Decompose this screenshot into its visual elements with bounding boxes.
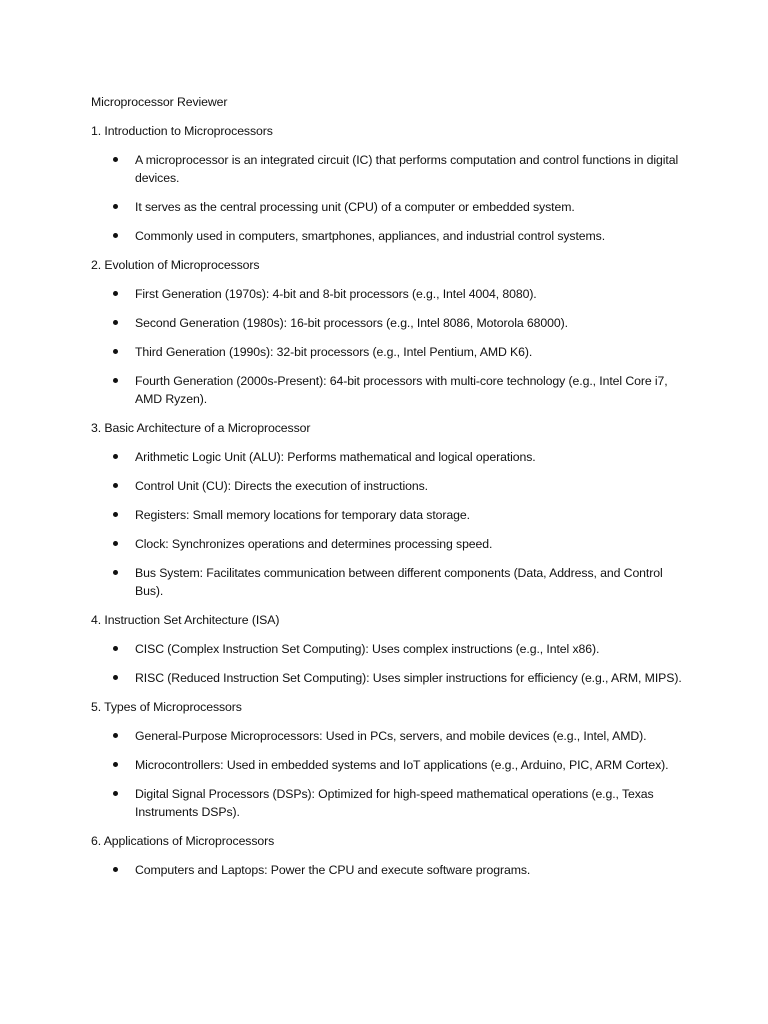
list-item-text: First Generation (1970s): 4-bit and 8-bit processors (e.g., Intel 4004, 8080).: [135, 287, 537, 301]
list-item-text: Microcontrollers: Used in embedded systems and IoT applications (e.g., Arduino, PIC, ARM Cortex).: [135, 758, 669, 772]
bullet-icon: [113, 733, 118, 738]
bullet-icon: [113, 646, 118, 651]
list-item-text: Control Unit (CU): Directs the execution of instructions.: [135, 479, 428, 493]
list-item: [91, 227, 691, 245]
list-item-text: Arithmetic Logic Unit (ALU): Performs mathematical and logical operations.: [135, 450, 536, 464]
section-heading-3: 3. Basic Architecture of a Microprocessor: [91, 421, 311, 435]
bullet-icon: [113, 157, 118, 162]
list-item-text: General-Purpose Microprocessors: Used in PCs, servers, and mobile devices (e.g., Intel, AMD).: [135, 729, 647, 743]
bullet-icon: [113, 454, 118, 459]
bullet-icon: [113, 233, 118, 238]
list-item-text: A microprocessor is an integrated circuit (IC) that performs computation and control functions in digital devices.: [135, 153, 679, 185]
list-item-text: Clock: Synchronizes operations and determines processing speed.: [135, 537, 493, 551]
list-item-text: Second Generation (1980s): 16-bit processors (e.g., Intel 8086, Motorola 68000).: [135, 316, 568, 330]
list-item: [91, 756, 691, 774]
list-item-text: Computers and Laptops: Power the CPU and execute software programs.: [135, 863, 531, 877]
list-item: [91, 198, 691, 216]
bullet-icon: [113, 791, 118, 796]
bullet-icon: [113, 541, 118, 546]
section-5-list: [91, 727, 691, 821]
bullet-icon: [113, 762, 118, 767]
list-item-text: Fourth Generation (2000s-Present): 64-bit processors with multi-core technology (e.g., Intel Core i7, AMD Ryzen).: [135, 374, 668, 406]
list-item: [91, 727, 691, 745]
bullet-icon: [113, 512, 118, 517]
list-item: [91, 506, 691, 524]
section-heading-4: 4. Instruction Set Architecture (ISA): [91, 613, 280, 627]
bullet-icon: [113, 349, 118, 354]
section-1-list: [91, 151, 691, 245]
list-item-text: CISC (Complex Instruction Set Computing): Uses complex instructions (e.g., Intel x86).: [135, 642, 600, 656]
bullet-icon: [113, 204, 118, 209]
list-item-text: Digital Signal Processors (DSPs): Optimized for high-speed mathematical operations (e.g., Texas Instruments DSPs).: [135, 787, 654, 819]
section-heading-1: 1. Introduction to Microprocessors: [91, 124, 273, 138]
list-item: [91, 669, 691, 687]
bullet-icon: [113, 291, 118, 296]
section-3-list: [91, 448, 691, 600]
section-heading-6: 6. Applications of Microprocessors: [91, 834, 275, 848]
list-item: [91, 151, 691, 187]
list-item-text: Commonly used in computers, smartphones, appliances, and industrial control systems.: [135, 229, 606, 243]
list-item: [91, 861, 691, 879]
list-item-text: RISC (Reduced Instruction Set Computing): Uses simpler instructions for efficiency (e.g., ARM, MIPS).: [135, 671, 682, 685]
list-item: [91, 448, 691, 466]
bullet-icon: [113, 320, 118, 325]
list-item-text: Bus System: Facilitates communication between different components (Data, Address, and Control Bus).: [135, 566, 663, 598]
list-item: [91, 564, 691, 600]
bullet-icon: [113, 483, 118, 488]
section-heading-2: 2. Evolution of Microprocessors: [91, 258, 260, 272]
list-item: [91, 785, 691, 821]
section-heading-5: 5. Types of Microprocessors: [91, 700, 242, 714]
list-item-text: It serves as the central processing unit (CPU) of a computer or embedded system.: [135, 200, 575, 214]
section-6-list: [91, 861, 691, 879]
list-item-text: Third Generation (1990s): 32-bit processors (e.g., Intel Pentium, AMD K6).: [135, 345, 533, 359]
list-item: [91, 640, 691, 658]
bullet-icon: [113, 378, 118, 383]
bullet-icon: [113, 867, 118, 872]
list-item: [91, 477, 691, 495]
list-item: [91, 314, 691, 332]
section-2-list: [91, 285, 691, 408]
list-item: [91, 535, 691, 553]
list-item: [91, 372, 691, 408]
bullet-icon: [113, 570, 118, 575]
bullet-icon: [113, 675, 118, 680]
document-body: [91, 93, 691, 890]
list-item: [91, 285, 691, 303]
section-4-list: [91, 640, 691, 687]
list-item: [91, 343, 691, 361]
document-title: Microprocessor Reviewer: [91, 95, 228, 109]
list-item-text: Registers: Small memory locations for temporary data storage.: [135, 508, 470, 522]
